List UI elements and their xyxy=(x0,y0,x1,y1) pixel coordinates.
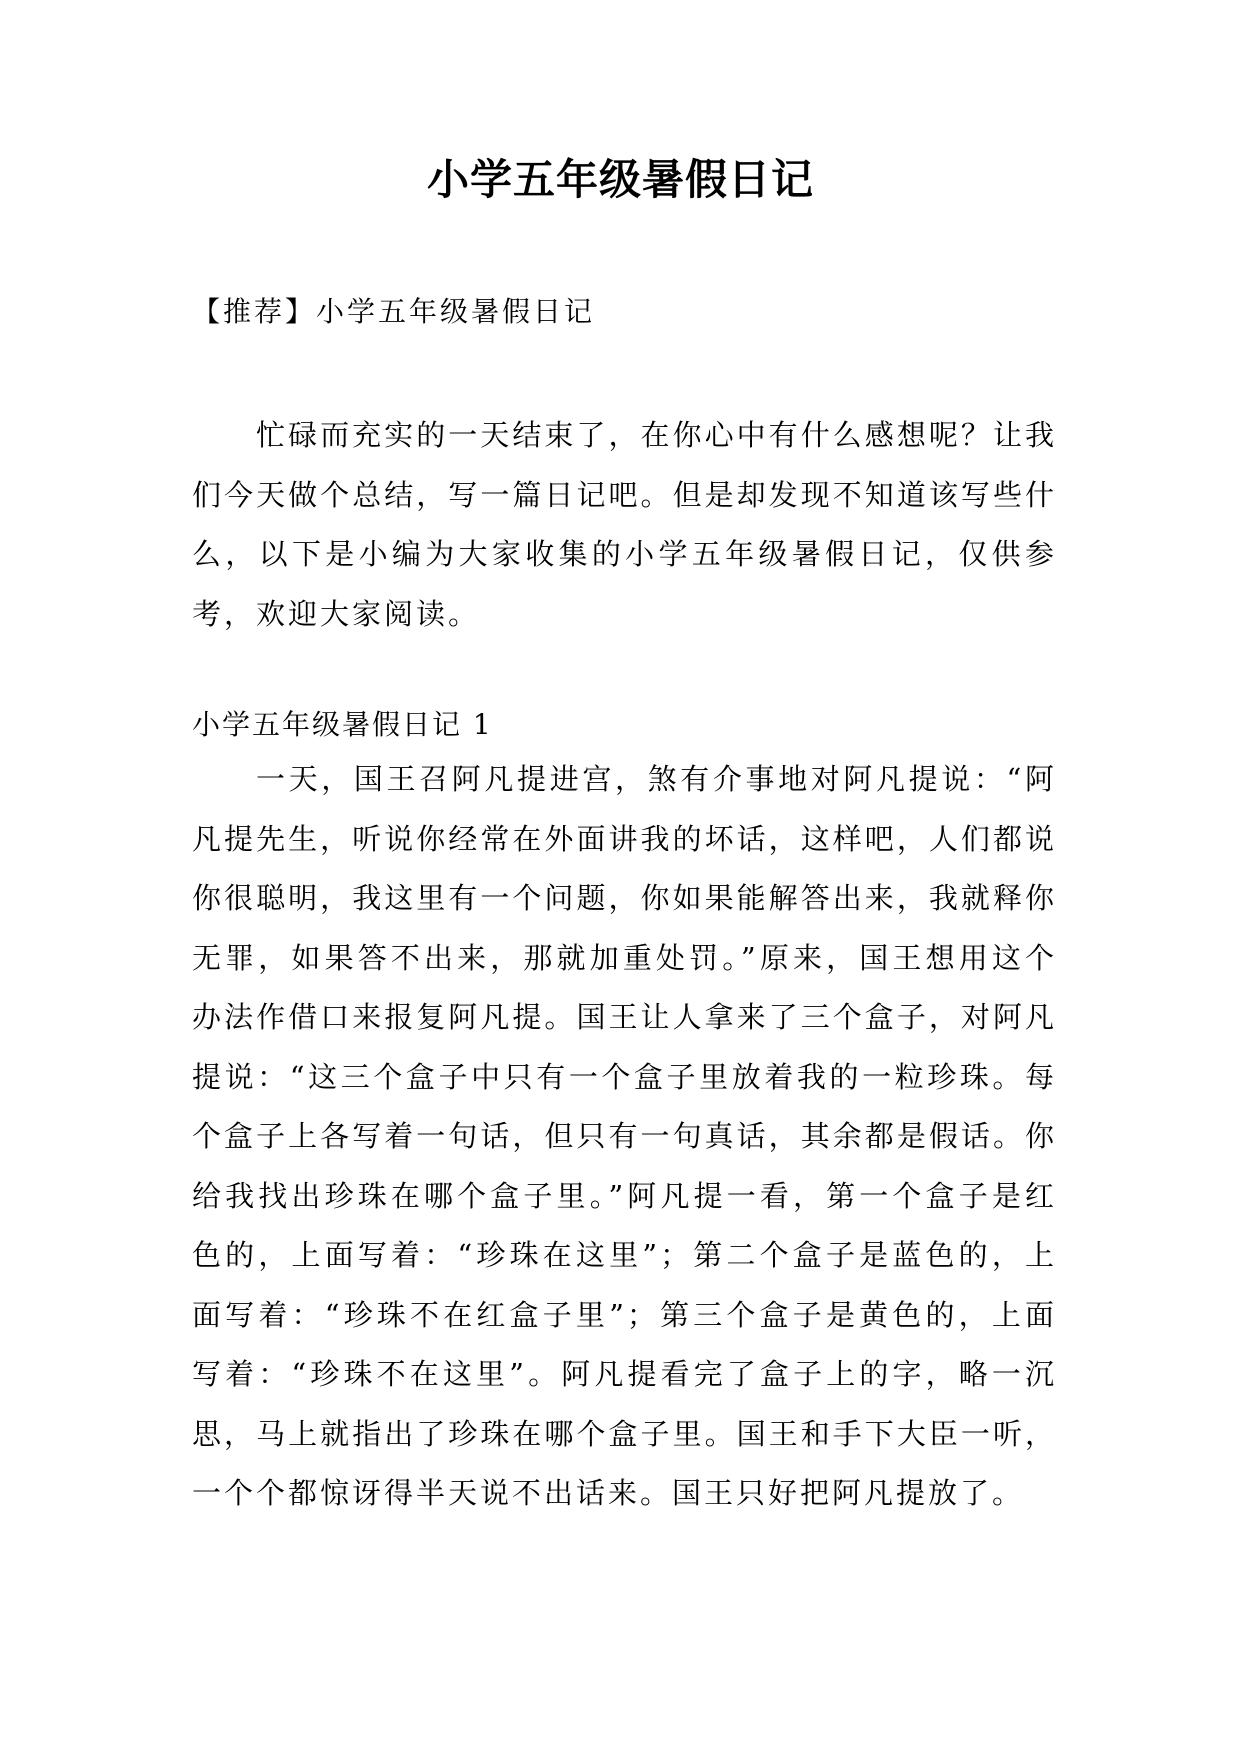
intro-paragraph: 忙碌而充实的一天结束了，在你心中有什么感想呢？让我们今天做个总结，写一篇日记吧。但是却发现不知道该写些什么，以下是小编为大家收集的小学五年级暑假日记，仅供参考，欢迎大家阅读。 xyxy=(192,418,1057,631)
story-paragraph: 一天，国王召阿凡提进宫，煞有介事地对阿凡提说：“阿凡提先生，听说你经常在外面讲我的坏话，这样吧，人们都说你很聪明，我这里有一个问题，你如果能解答出来，我就释你无罪，如果答不出来，那就加重处罚。”原来，国王想用这个办法作借口来报复阿凡提。国王让人拿来了三个盒子，对阿凡提说：“这三个盒子中只有一个盒子里放着我的一粒珍珠。每个盒子上各写着一句话，但只有一句真话，其余都是假话。你给我找出珍珠在哪个盒子里。”阿凡提一看，第一个盒子是红色的，上面写着：“珍珠在这里”；第二个盒子是蓝色的，上面写着：“珍珠不在红盒子里”；第三个盒子是黄色的，上面写着：“珍珠不在这里”。阿凡提看完了盒子上的字，略一沉思，马上就指出了珍珠在哪个盒子里。国王和手下大臣一听，一个个都惊讶得半天说不出话来。国王只好把阿凡提放了。 xyxy=(192,762,1057,1510)
recommend-line: 【推荐】小学五年级暑假日记 xyxy=(192,295,596,328)
document-title: 小学五年级暑假日记 xyxy=(426,155,814,204)
section-heading: 小学五年级暑假日记 1 xyxy=(192,708,493,741)
